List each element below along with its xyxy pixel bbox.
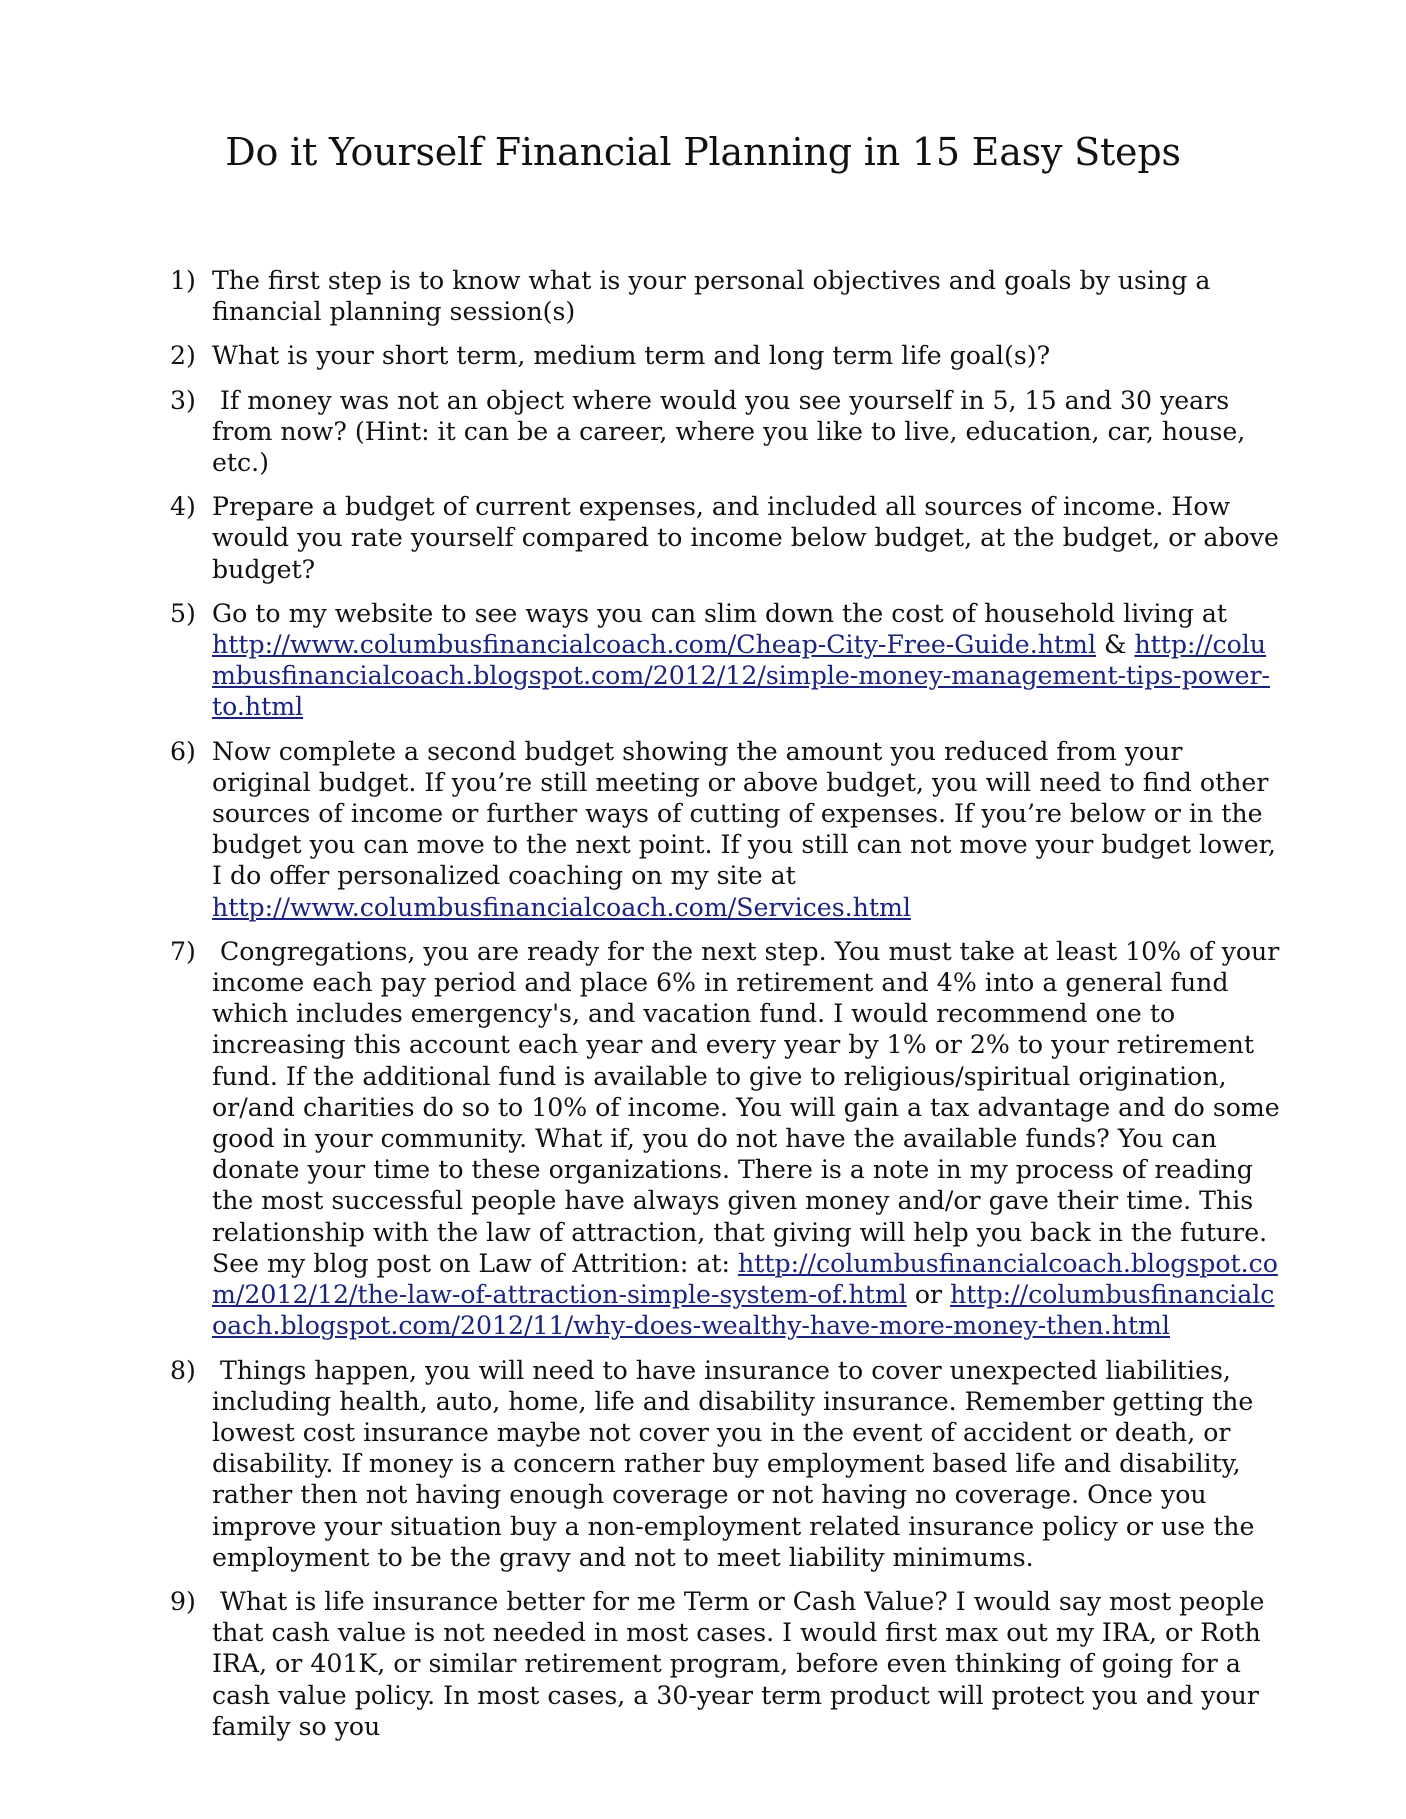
step-number: 4) <box>170 492 196 522</box>
cheap-city-guide-link[interactable]: http://www.columbusfinancialcoach.com/Cheap-City-Free-Guide.html <box>212 630 1096 660</box>
link-joiner: & <box>1096 630 1135 660</box>
link-joiner: or <box>906 1280 951 1310</box>
step-5 <box>170 598 1280 723</box>
money-management-tips-link[interactable]: http://columbusfinancialcoach.blogspot.com/2012/12/simple-money-management-tips-power-to.html <box>212 630 1271 722</box>
step-7 <box>170 936 1288 1342</box>
step-text: Congregations, you are ready for the next step. You must take at least 10% of your income each pay period and place 6% in retirement and 4% into a general fund which includes emergency's, and vacation fund. I would recommend one to increasing this account each year and every year by 1% or 2% to your retirement fund. If the additional fund is available to give to religious/spiritual origination, or/and charities do so to 10% of income. You will gain a tax advantage and do some good in your community. What if, you do not have the available funds? You can donate your time to these organizations. There is a note in my process of reading the most successful people have always given money and/or gave their time. This relationship with the law of attraction, that giving will help you back in the future. See my blog post on Law of Attrition: at: <box>212 936 1288 1278</box>
step-1 <box>170 265 1280 327</box>
step-4 <box>170 491 1280 585</box>
wealthy-have-more-money-link[interactable]: http://columbusfinancialcoach.blogspot.com/2012/11/why-does-wealthy-have-more-money-then.html <box>212 1280 1275 1341</box>
step-3 <box>170 385 1280 479</box>
step-text: The first step is to know what is your personal objectives and goals by using a financial planning session(s) <box>212 266 1211 327</box>
step-8 <box>170 1355 1280 1573</box>
step-number: 9) <box>170 1586 196 1616</box>
step-text: Things happen, you will need to have insurance to cover unexpected liabilities, including health, auto, home, life and disability insurance. Remember getting the lowest cost insurance maybe not cover you in the event of accident or death, or disability. If money is a concern rather buy employment based life and disability, rather then not having enough coverage or not having no coverage. Once you improve your situation buy a non-employment related insurance policy or use the employment to be the gravy and not to meet liability minimums. <box>212 1355 1263 1572</box>
step-number: 2) <box>170 341 196 371</box>
law-of-attraction-link[interactable]: http://columbusfinancialcoach.blogspot.com/2012/12/the-law-of-attraction-simple-system-of.html <box>212 1248 1278 1310</box>
step-text: Prepare a budget of current expenses, and included all sources of income. How would you rate yourself compared to income below budget, at the budget, or above budget? <box>212 492 1279 584</box>
step-number: 3) <box>170 385 196 415</box>
step-number: 5) <box>170 598 196 628</box>
step-text: If money was not an object where would you see yourself in 5, 15 and 30 years from now? (Hint: it can be a career, where you like to live, education, car, house, etc.) <box>212 385 1254 478</box>
page-title: Do it Yourself Financial Planning in 15 Easy Steps <box>225 130 1181 174</box>
step-9 <box>170 1586 1280 1742</box>
step-text: What is your short term, medium term and long term life goal(s)? <box>212 341 1051 371</box>
step-text: Go to my website to see ways you can slim down the cost of household living at <box>212 598 1228 628</box>
step-text: What is life insurance better for me Term or Cash Value? I would say most people that cash value is not needed in most cases. I would first max out my IRA, or Roth IRA, or 401K, or similar retirement program, before even thinking of going for a cash value policy. In most cases, a 30-year term product will protect you and your family so you <box>212 1586 1273 1741</box>
step-number: 7) <box>170 936 196 966</box>
steps-list <box>170 265 1288 1755</box>
step-number: 1) <box>170 266 196 295</box>
services-link[interactable]: http://www.columbusfinancialcoach.com/Services.html <box>212 892 911 922</box>
step-2 <box>170 340 1280 371</box>
step-6 <box>170 736 1280 923</box>
step-number: 6) <box>170 736 196 766</box>
step-number: 8) <box>170 1355 196 1385</box>
step-text: Now complete a second budget showing the amount you reduced from your original budget. If you’re still meeting or above budget, you will need to find other sources of income or further ways of cutting of expenses. If you’re below or in the budget you can move to the next point. If you still can not move your budget lower, I do offer personalized coaching on my site at <box>212 736 1276 891</box>
